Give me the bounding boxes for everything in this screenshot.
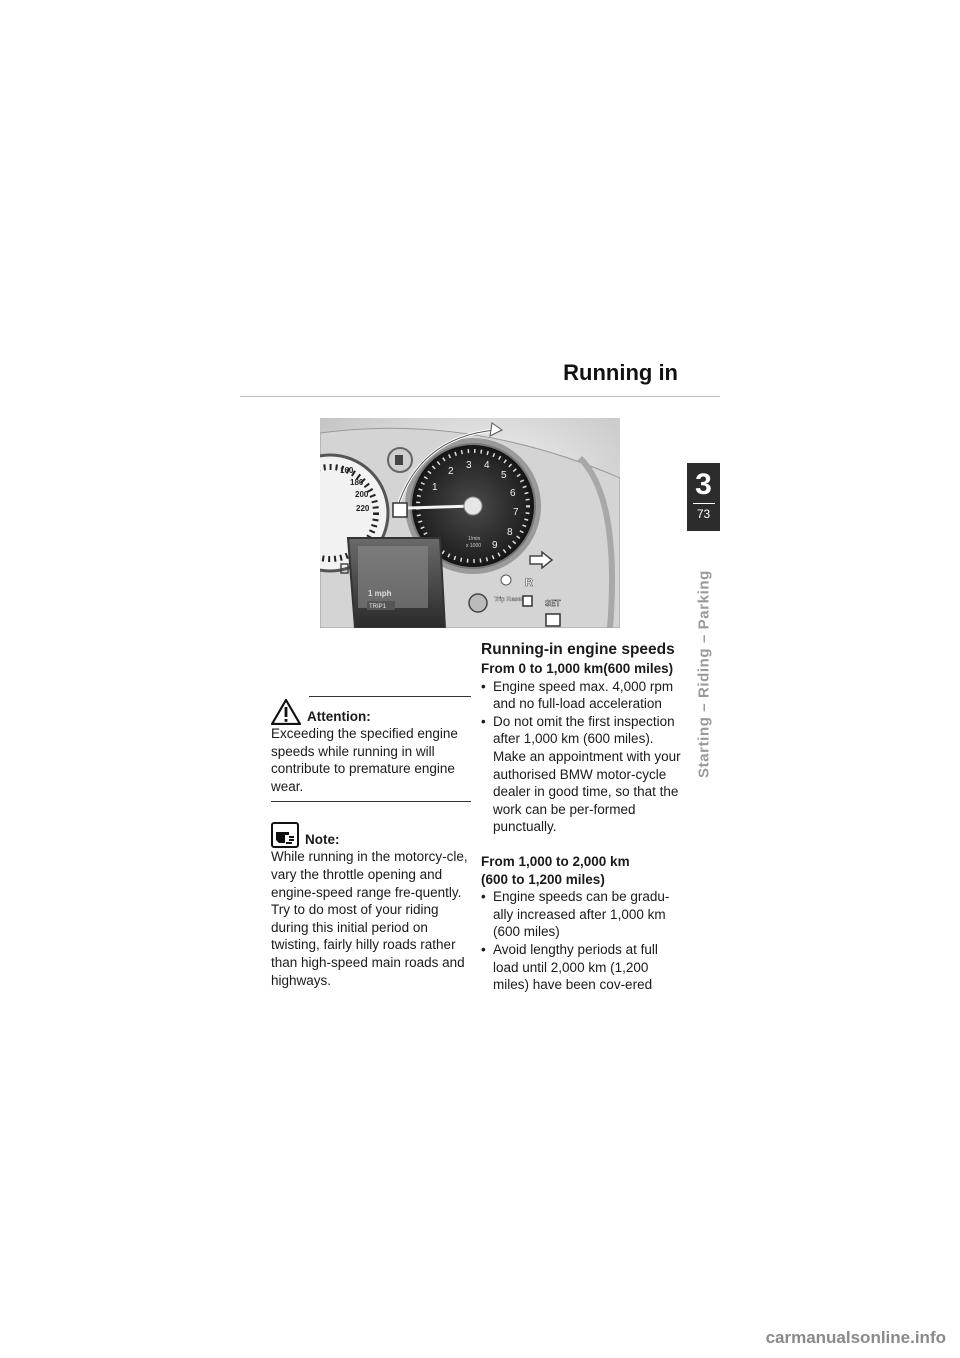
chapter-tab-divider	[693, 503, 715, 504]
section2-heading-line1: From 1,000 to 2,000 km	[481, 853, 630, 869]
button-r-label: R	[525, 577, 533, 589]
attention-text: Exceeding the specified engine speeds while running in will contribute to premature engine wear.	[271, 726, 458, 794]
speedo-label-180: 180	[350, 478, 364, 487]
button-set-label: SET	[545, 599, 561, 608]
tach-label-3: 3	[466, 460, 472, 471]
watermark: carmanualsonline.info	[765, 1328, 946, 1347]
tach-unit-line2: x 1000	[466, 543, 482, 549]
chapter-tab	[687, 463, 720, 531]
tach-label-1: 1	[432, 482, 438, 493]
list-item: • Do not omit the first inspection after 1,000 km (600 miles). Make an appointment with your authorised BMW motor-cycle dealer in good time, so that the work can be per-formed punctually.	[481, 713, 686, 836]
tach-label-9: 9	[492, 540, 498, 551]
speedo-label-220: 220	[356, 504, 370, 513]
tach-unit-line1: 1/min	[468, 536, 481, 542]
chapter-number: 3	[695, 468, 712, 501]
title-divider	[240, 396, 720, 397]
right-column	[481, 640, 686, 994]
tach-label-7: 7	[513, 507, 519, 518]
attention-bottom-rule	[271, 801, 471, 802]
tach-label-5: 5	[501, 470, 507, 481]
list-item: • Engine speeds can be gradu-ally increased after 1,000 km (600 miles)	[481, 888, 686, 941]
note-label: Note:	[305, 832, 340, 848]
display-trip: TRIP1	[369, 604, 387, 610]
speedo-label-200: 200	[355, 490, 369, 499]
page-number: 73	[696, 507, 711, 521]
instrument-cluster-illustration	[320, 418, 620, 628]
warning-triangle-icon	[271, 699, 301, 725]
speedo-label-160: 160	[340, 466, 354, 475]
tach-label-6: 6	[510, 488, 516, 499]
section2-heading-line2: (600 to 1,200 miles)	[481, 871, 605, 887]
button-trip-label: Trip Reset	[494, 597, 524, 603]
note-hand-icon	[271, 822, 299, 848]
list-item: • Avoid lengthy periods at full load until 2,000 km (1,200 miles) have been cov-ered	[481, 941, 686, 994]
list-item: • Engine speed max. 4,000 rpm and no full-load acceleration	[481, 678, 686, 713]
attention-label: Attention:	[307, 709, 371, 724]
tach-label-8: 8	[507, 527, 513, 538]
attention-top-rule	[309, 696, 471, 697]
left-column	[271, 696, 471, 989]
tach-label-4: 4	[484, 460, 490, 471]
note-box	[271, 822, 471, 989]
section2-list	[481, 888, 686, 994]
instrument-cluster-figure	[320, 418, 620, 628]
engine-speeds-heading: Running-in engine speeds	[481, 641, 675, 658]
attention-box	[271, 696, 471, 802]
display-mph: 1 mph	[368, 589, 392, 598]
tach-label-2: 2	[448, 466, 454, 477]
section1-list	[481, 678, 686, 836]
chapter-side-label: Starting – Riding – Parking	[695, 570, 713, 778]
page-title: Running in	[563, 360, 678, 385]
section1-heading: From 0 to 1,000 km(600 miles)	[481, 661, 674, 676]
note-text-1: While running in the motorcy-cle, vary the throttle opening and engine-speed range fre-quently.	[271, 849, 468, 900]
note-text-2: Try to do most of your riding during this initial period on twisting, fairly hilly roads rather than high-speed main roads and highways.	[271, 902, 465, 988]
